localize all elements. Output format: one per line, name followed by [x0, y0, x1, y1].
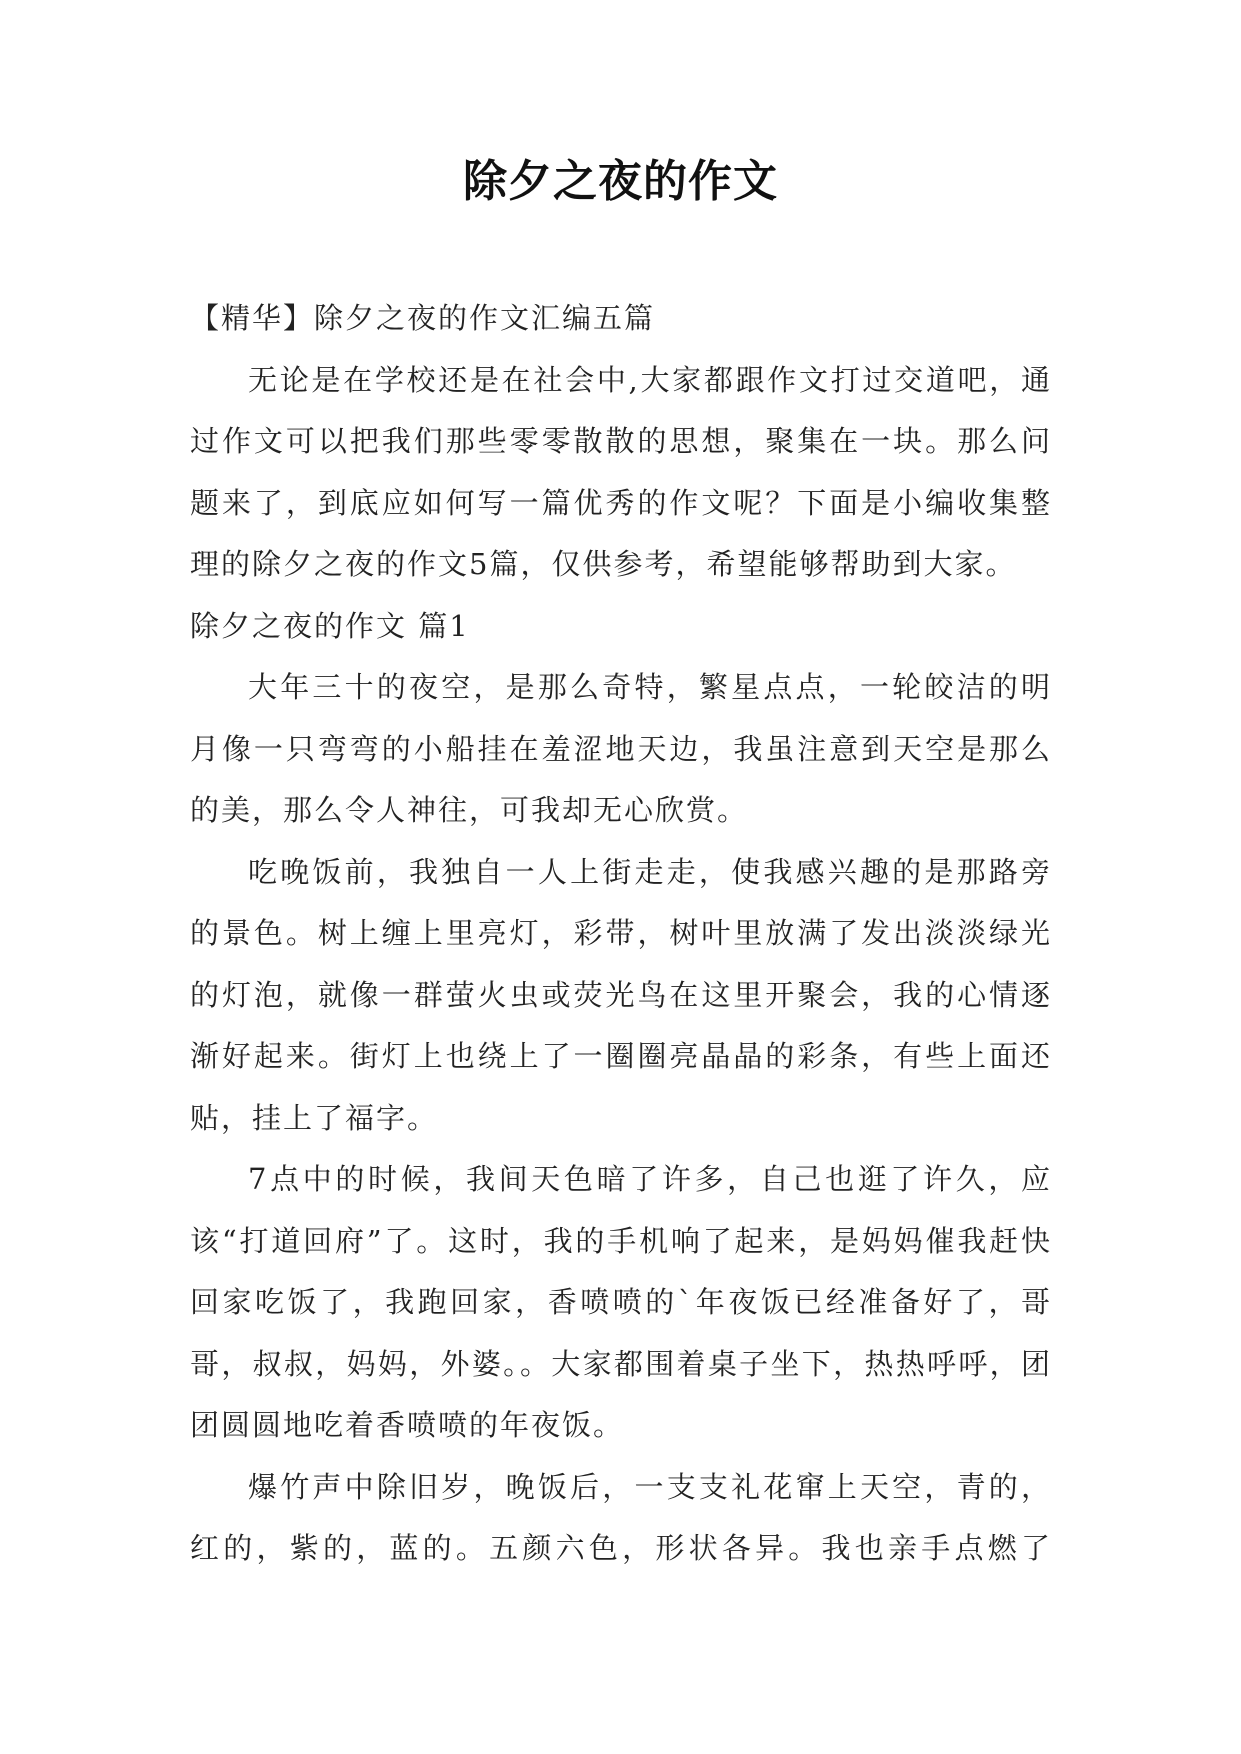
body-paragraph-4: 爆竹声中除旧岁，晚饭后，一支支礼花窜上天空，青的，红的，紫的，蓝的。五颜六色，形状各异。我也亲手点燃了 — [190, 1469, 1052, 1565]
document-title: 除夕之夜的作文 — [463, 156, 778, 207]
document-subtitle: 【精华】除夕之夜的作文汇编五篇 — [190, 301, 656, 335]
body-paragraph-1: 大年三十的夜空，是那么奇特，繁星点点，一轮皎洁的明月像一只弯弯的小船挂在羞涩地天边，我虽注意到天空是那么的美，那么令人神往，可我却无心欣赏。 — [190, 670, 1052, 827]
section-heading: 除夕之夜的作文 篇1 — [190, 608, 470, 643]
intro-paragraph: 无论是在学校还是在社会中,大家都跟作文打过交道吧，通过作文可以把我们那些零零散散的思想，聚集在一块。那么问题来了，到底应如何写一篇优秀的作文呢？下面是小编收集整理的除夕之夜的作文5篇，仅供参考，希望能够帮助到大家。 — [190, 362, 1052, 581]
document-body — [190, 288, 1052, 1580]
body-paragraph-2: 吃晚饭前，我独自一人上街走走，使我感兴趣的是那路旁的景色。树上缠上里亮灯，彩带，树叶里放满了发出淡淡绿光的灯泡，就像一群萤火虫或荧光鸟在这里开聚会，我的心情逐渐好起来。街灯上也绕上了一圈圈亮晶晶的彩条，有些上面还贴，挂上了福字。 — [190, 854, 1052, 1135]
body-paragraph-3: 7点中的时候，我间天色暗了许多，自己也逛了许久，应该“打道回府”了。这时，我的手机响了起来，是妈妈催我赶快回家吃饭了，我跑回家，香喷喷的`年夜饭已经准备好了，哥哥，叔叔，妈妈，外婆。。大家都围着桌子坐下，热热呼呼，团团圆圆地吃着香喷喷的年夜饭。 — [190, 1162, 1052, 1442]
